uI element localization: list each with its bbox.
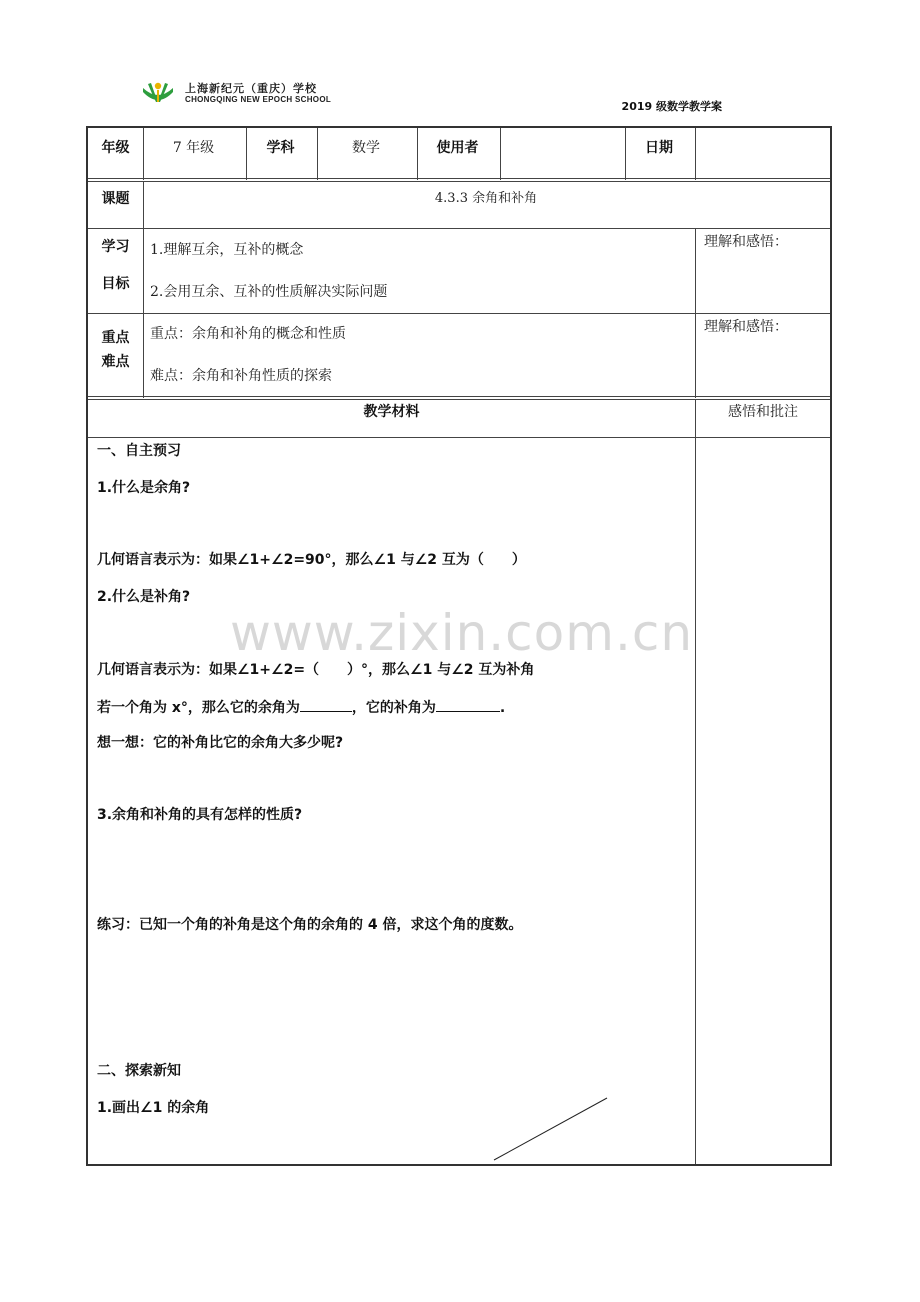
row-divider (88, 313, 830, 314)
keypoints-label-2: 难点 (101, 354, 130, 370)
blank-supplement[interactable] (436, 697, 500, 712)
col-divider (143, 182, 144, 398)
topic-title: 4.3.3 余角和补角 (434, 191, 538, 206)
question-2: 2.什么是补角? (97, 589, 191, 605)
fill-text-c: . (499, 700, 506, 716)
lesson-plan-label: 2019 级数学教学案 (621, 100, 722, 113)
blank-complement[interactable] (300, 697, 352, 712)
fill-text-b: ，它的补角为 (351, 700, 436, 716)
objectives-label-1: 学习 (101, 239, 130, 255)
difficulty-point: 难点：余角和补角性质的探索 (150, 368, 332, 384)
exercise: 练习：已知一个角的补角是这个角的余角的 4 倍，求这个角的度数。 (97, 917, 523, 933)
school-name-en: CHONGQING NEW EPOCH SCHOOL (185, 95, 332, 104)
angle-ray-line (490, 1094, 612, 1164)
col-divider (500, 128, 501, 180)
section-2-question-1: 1.画出∠1 的余角 (97, 1100, 210, 1116)
school-name-cn: 上海新纪元（重庆）学校 (185, 82, 317, 95)
question-2-fill (97, 697, 505, 717)
section-2-title: 二、探索新知 (97, 1063, 181, 1079)
question-1: 1.什么是余角? (97, 480, 191, 496)
grade-label: 年级 (101, 140, 130, 156)
question-1-geometry: 几何语言表示为：如果∠1+∠2=90°，那么∠1 与∠2 互为（ ） (97, 552, 526, 568)
row-divider (88, 178, 830, 182)
watermark: www.zixin.com.cn (230, 604, 694, 662)
topic-label: 课题 (101, 191, 130, 207)
fill-text-a: 若一个角为 x°，那么它的余角为 (97, 700, 300, 716)
objectives-note-label: 理解和感悟： (704, 234, 788, 250)
objectives-label-2: 目标 (101, 276, 130, 292)
question-2-geometry: 几何语言表示为：如果∠1+∠2=（ ）°，那么∠1 与∠2 互为补角 (97, 662, 535, 678)
row-divider (88, 437, 830, 438)
school-logo-icon (140, 80, 176, 110)
key-point: 重点：余角和补角的概念和性质 (150, 326, 346, 342)
col-divider (695, 128, 696, 180)
section-1-title: 一、自主预习 (97, 443, 181, 459)
date-label: 日期 (645, 140, 673, 156)
objective-item: 2.会用互余、互补的性质解决实际问题 (150, 284, 388, 300)
row-divider (88, 228, 830, 229)
row-divider (88, 396, 830, 400)
keypoints-note-label: 理解和感悟： (704, 319, 788, 335)
notes-heading: 感悟和批注 (728, 404, 798, 420)
subject-label: 学科 (266, 140, 295, 156)
user-label: 使用者 (436, 140, 479, 156)
col-divider (695, 400, 696, 1164)
question-3: 3.余角和补角的具有怎样的性质? (97, 807, 303, 823)
keypoints-label-1: 重点 (101, 330, 130, 346)
subject-value: 数学 (352, 140, 380, 156)
think-question: 想一想：它的补角比它的余角大多少呢? (97, 735, 344, 751)
grade-value: 7 年级 (172, 140, 215, 156)
objective-item: 1.理解互余，互补的概念 (150, 242, 304, 258)
materials-heading: 教学材料 (363, 404, 420, 420)
col-divider (695, 228, 696, 398)
